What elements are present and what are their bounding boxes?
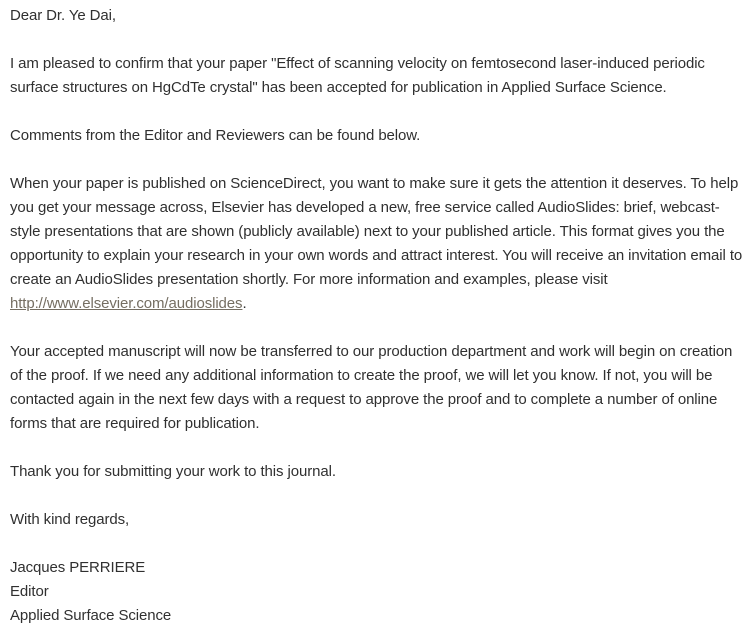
paragraph-acceptance: I am pleased to confirm that your paper "Effect of scanning velocity on femtosecond laser-induced periodic surface structures on HgCdTe crystal" has been accepted for publication in Applied Surface Science.	[10, 55, 705, 96]
signature-journal: Applied Surface Science	[10, 607, 172, 624]
paragraph-comments: Comments from the Editor and Reviewers can be found below.	[10, 127, 421, 144]
signature-name: Jacques PERRIERE	[10, 559, 146, 576]
paragraph-production: Your accepted manuscript will now be transferred to our production department and work will begin on creation of the proof. If we need any additional information to create the proof, we will let you know. If not, you will be contacted again in the next few days with a request to approve the proof and to complete a number of online forms that are required for publication.	[10, 343, 733, 432]
salutation: Dear Dr. Ye Dai,	[10, 7, 116, 24]
paragraph-thanks: Thank you for submitting your work to this journal.	[10, 463, 336, 480]
paragraph-audioslides	[10, 172, 748, 316]
signature-role: Editor	[10, 583, 49, 600]
audioslides-text-before: When your paper is published on ScienceDirect, you want to make sure it gets the attention it deserves. To help you get your message across, Elsevier has developed a new, free service called AudioSlides: brief, webcast-style presentations that are shown (publicly available) next to your published article. This format gives you the opportunity to explain your research in your own words and attract interest. You will receive an invitation email to create an AudioSlides presentation shortly. For more information and examples, please visit	[10, 175, 743, 288]
signature-block	[10, 556, 748, 628]
audioslides-link[interactable]: http://www.elsevier.com/audioslides	[10, 295, 243, 312]
audioslides-text-after: .	[242, 295, 247, 312]
closing: With kind regards,	[10, 511, 130, 528]
